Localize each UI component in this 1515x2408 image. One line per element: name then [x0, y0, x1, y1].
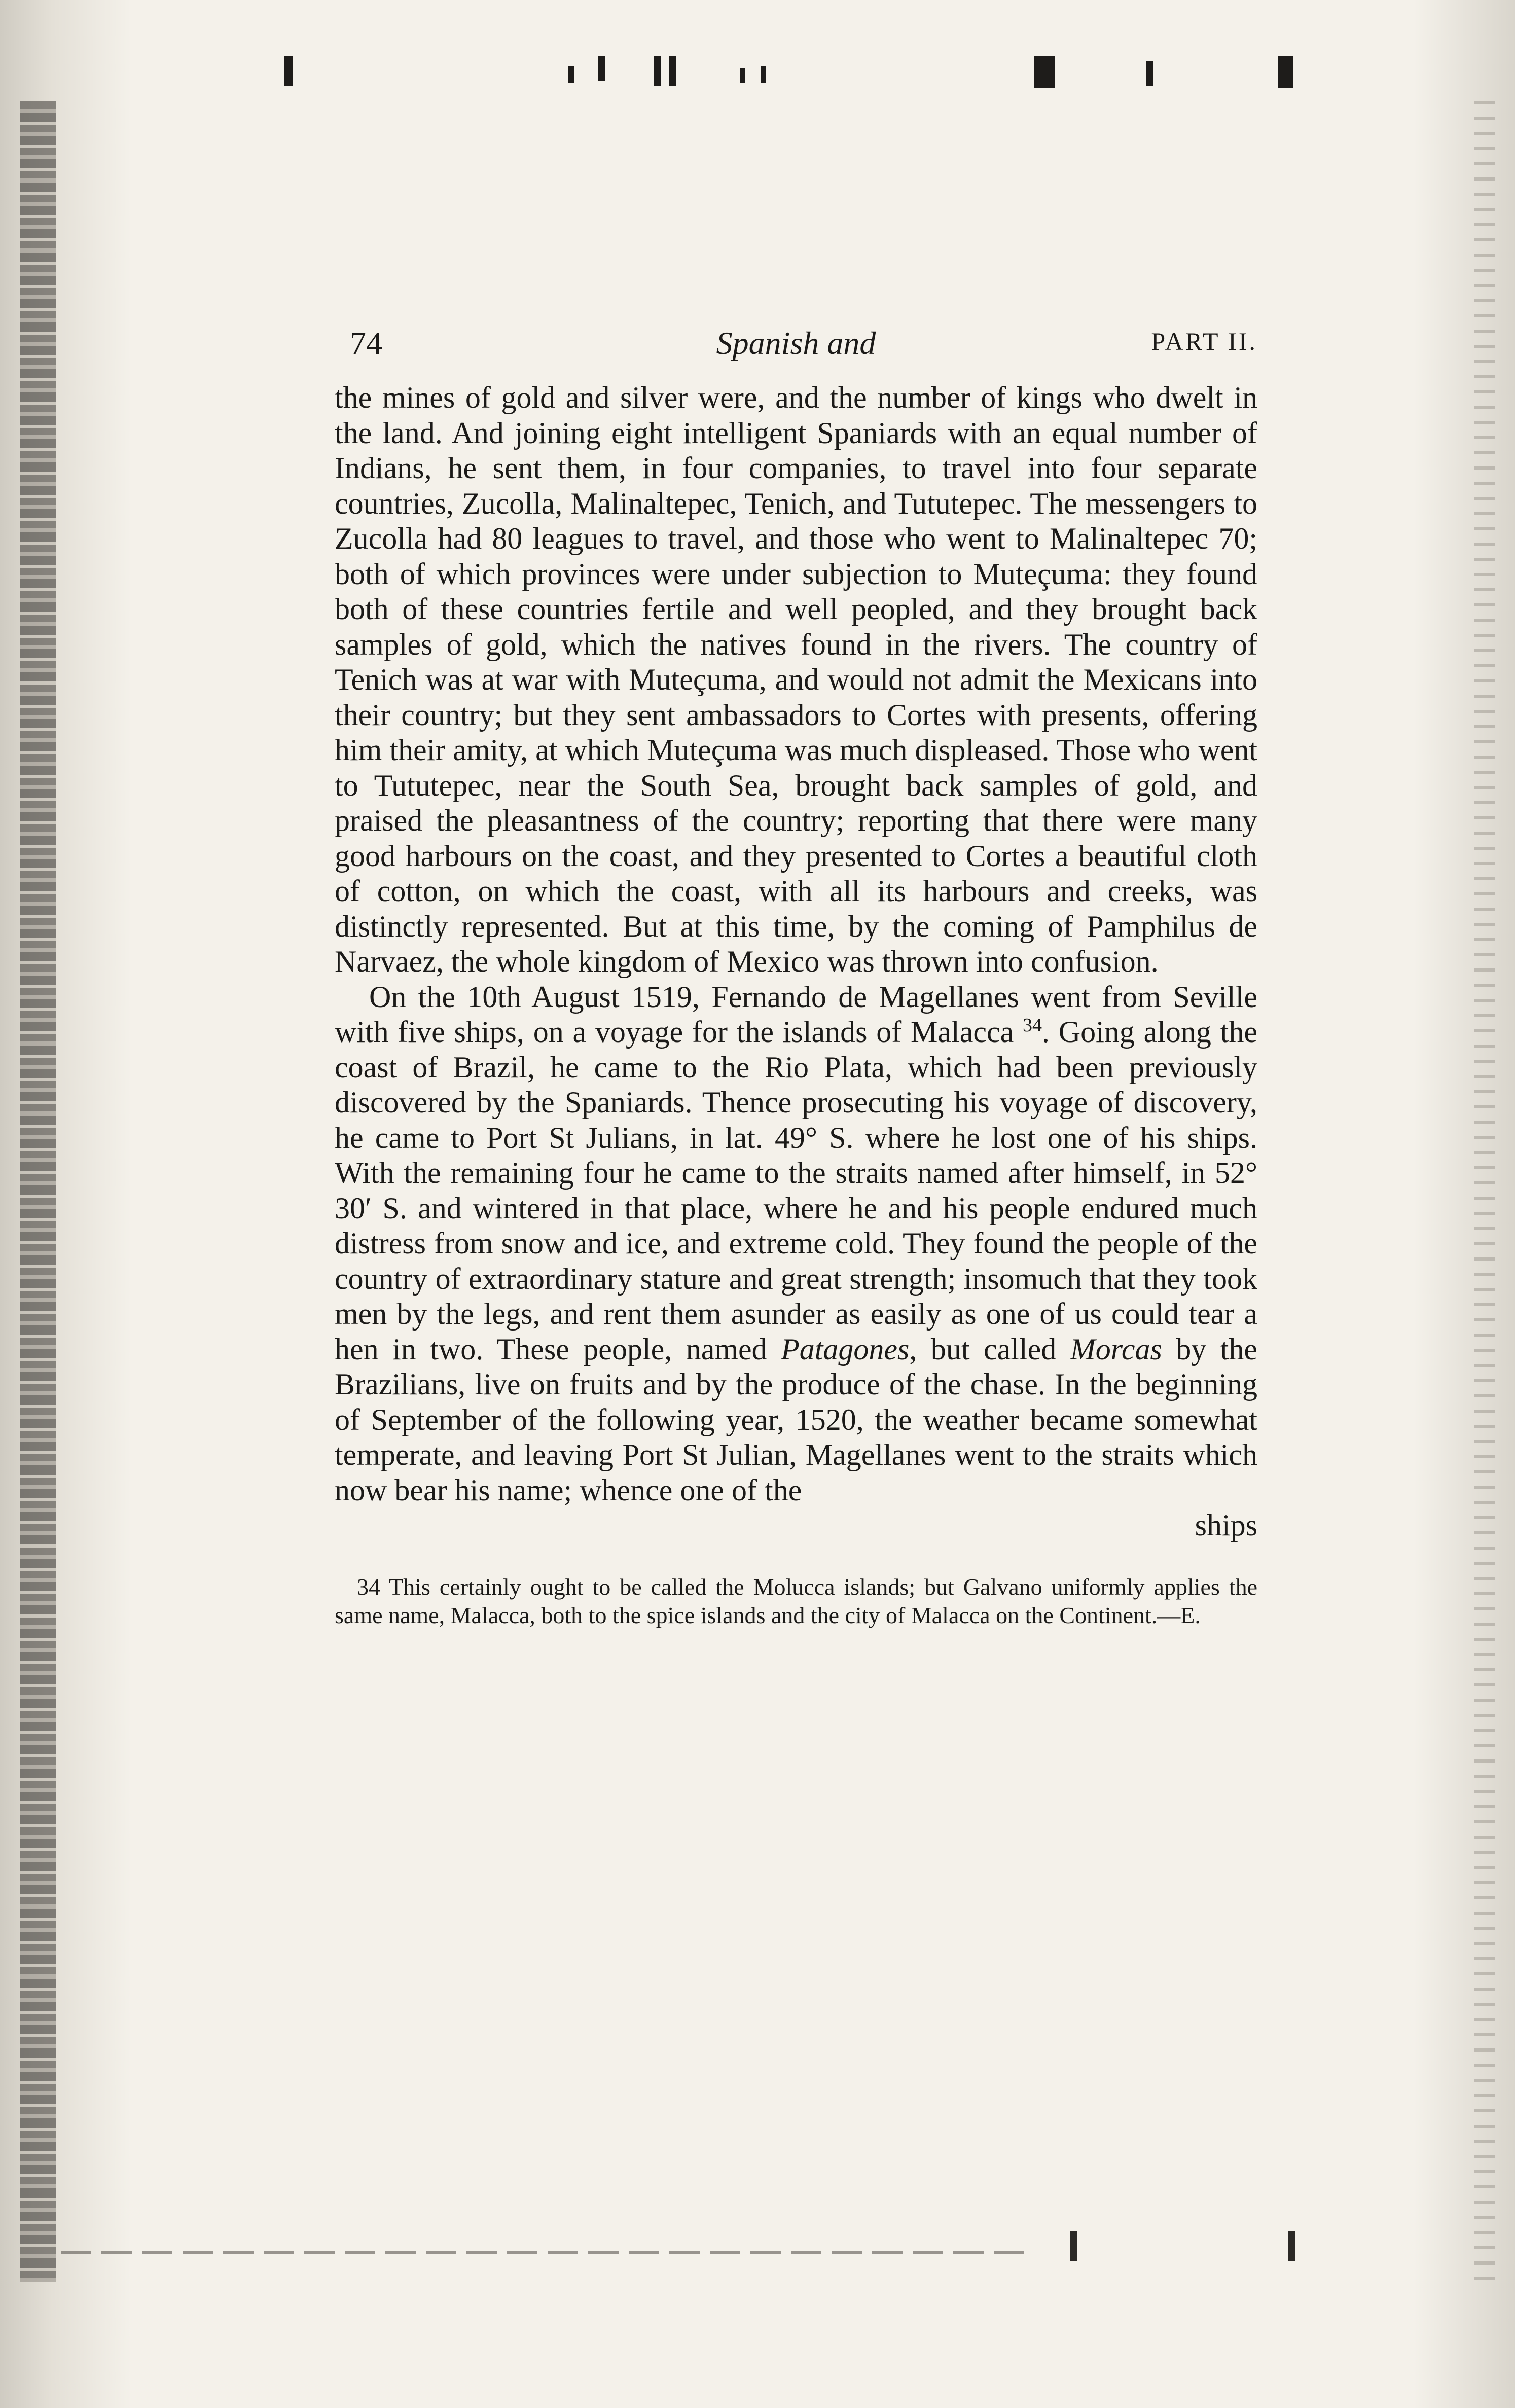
italic-morcas: Morcas: [1070, 1332, 1162, 1366]
scan-mark: [568, 66, 574, 83]
bottom-scan-tick: [1070, 2231, 1077, 2261]
footnote-number: 34: [357, 1573, 380, 1600]
body-text: [335, 380, 1257, 1508]
scan-mark: [1034, 56, 1055, 88]
bottom-scan-rule: [61, 2251, 1024, 2254]
scan-mark: [284, 56, 293, 86]
page-number: 74: [350, 325, 382, 361]
scan-mark: [654, 56, 661, 86]
part-label: PART II.: [1151, 327, 1257, 355]
scan-mark: [740, 68, 745, 83]
scan-mark: [1278, 56, 1293, 88]
binding-edge: [20, 101, 56, 2282]
catchword: ships: [1195, 1508, 1257, 1542]
paragraph-2-part-c: , but called: [909, 1332, 1057, 1366]
paragraph-2: [335, 980, 1257, 1508]
running-title: Spanish and: [716, 325, 876, 361]
scan-shade-right: [1414, 0, 1515, 2408]
italic-patagones: Patagones: [781, 1332, 910, 1366]
scan-mark: [669, 56, 676, 86]
paragraph-2-part-a: On the 10th August 1519, Fernando de Magellanes went from Seville with five ships, on a voyage for the islands of Malacca: [335, 980, 1257, 1049]
book-page: [335, 325, 1257, 1630]
running-head: [335, 325, 1257, 370]
paragraph-1: the mines of gold and silver were, and the number of kings who dwelt in the land. And joining eight intelligent Spaniards with an equal number of Indians, he sent them, in four companies, to travel into four separate countries, Zucolla, Malinaltepec, Tenich, and Tututepec. The messengers to Zucolla had 80 leagues to travel, and those who went to Malinaltepec 70; both of which provinces were under subjection to Muteçuma: they found both of these countries fertile and well peopled, and they brought back samples of gold, which the natives found in the rivers. The country of Tenich was at war with Muteçuma, and would not admit the Mexicans into their country; but they sent ambassadors to Cortes with presents, offering him their amity, at which Muteçuma was much displeased. Those who went to Tututepec, near the South Sea, brought back samples of gold, and praised the pleasantness of the country; reporting that there were many good harbours on the coast, and they presented to Cortes a beautiful cloth of cotton, on which the coast, with all its harbours and creeks, was distinctly represented. But at this time, by the coming of Pamphilus de Narvaez, the whole kingdom of Mexico was thrown into confusion.: [335, 381, 1257, 978]
right-edge-marks: [1474, 101, 1495, 2282]
footnote: [335, 1573, 1257, 1630]
footnote-reference: 34: [1023, 1015, 1042, 1036]
scan-mark: [1146, 61, 1153, 86]
scan-shade-left: [0, 0, 132, 2408]
scan-mark: [598, 56, 605, 81]
top-scan-marks: [284, 56, 1349, 91]
paragraph-2-part-d: by the Brazilians, live on fruits and by the produce of the chase. In the beginning of September of the following year, 1520, the weather became somewhat temperate, and leaving Port St Julian, Magellanes went to the straits which now bear his name; whence one of the: [335, 1332, 1258, 1507]
scan-mark: [761, 66, 766, 83]
paragraph-2-part-b: . Going along the coast of Brazil, he came to the Rio Plata, which had been previously discovered by the Spaniards. Thence prosecuting his voyage of discovery, he came to Port St Julians, in lat. 49° S. where he lost one of his ships. With the remaining four he came to the straits named after himself, in 52° 30′ S. and wintered in that place, where he and his people endured much distress from snow and ice, and extreme cold. They found the people of the country of extraordinary stature and great strength; insomuch that they took men by the legs, and rent them asunder as easily as one of us could tear a hen in two. These people, named: [335, 1015, 1257, 1366]
footnote-text: This certainly ought to be called the Molucca islands; but Galvano uniformly applies the same name, Malacca, both to the spice islands and the city of Malacca on the Continent.—E.: [335, 1573, 1257, 1628]
bottom-scan-tick: [1288, 2231, 1295, 2261]
